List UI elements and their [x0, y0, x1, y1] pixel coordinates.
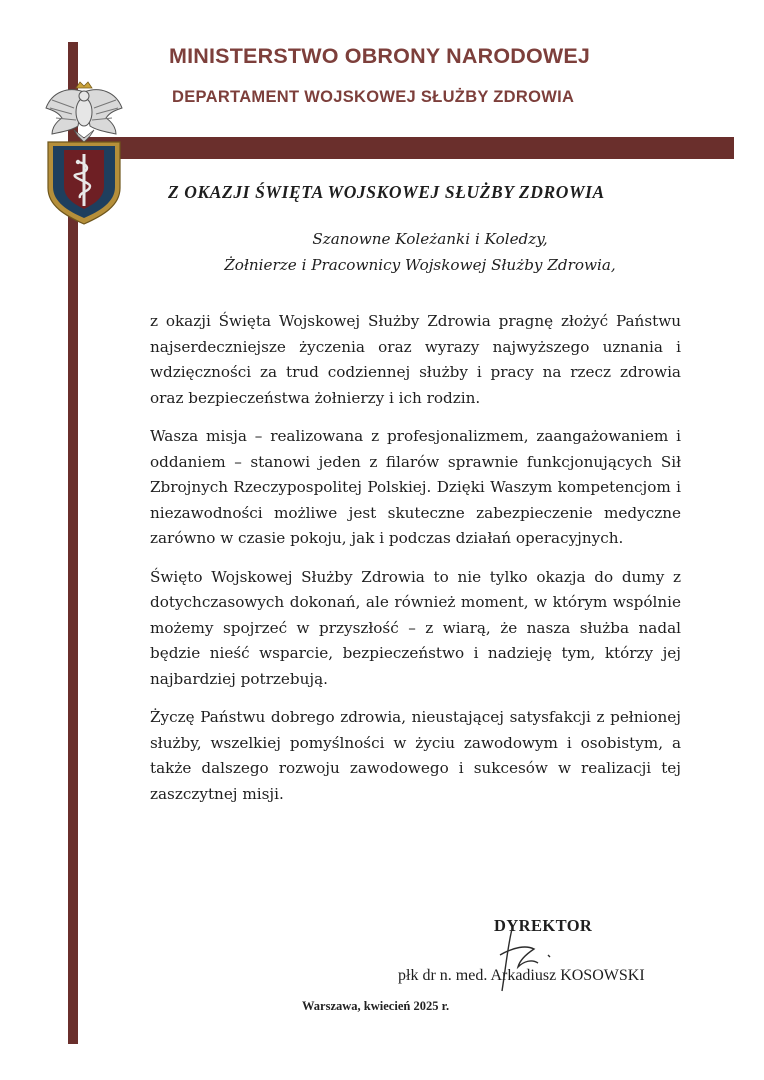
letter-paragraph: Życzę Państwu dobrego zdrowia, nieustającej satysfakcji z pełnionej służby, wszelkiej pomyślności w życiu zawodowym i osobistym, a także dalszego rozwoju zawodowego i sukcesów w realizacji tej zaszczytnej misji.	[150, 708, 681, 803]
department-name: DEPARTAMENT WOJSKOWEJ SŁUŻBY ZDROWIA	[172, 88, 575, 106]
letter-body	[150, 309, 681, 820]
ministry-name: MINISTERSTWO OBRONY NARODOWEJ	[169, 44, 591, 68]
military-medical-emblem-icon	[38, 78, 130, 228]
signatory-title: DYREKTOR	[494, 916, 593, 935]
signatory-name: płk dr n. med. Arkadiusz KOSOWSKI	[398, 967, 645, 984]
horizontal-decorative-bar	[68, 137, 734, 159]
letter-paragraph: Święto Wojskowej Służby Zdrowia to nie tylko okazja do dumy z dotychczasowych dokonań, ale również moment, w którym wspólnie możemy spojrzeć w przyszłość – z wiarą, że nasza służba nadal będzie nieść wsparcie, bezpieczeństwo i nadzieję tym, którzy jej najbardziej potrzebują.	[150, 567, 681, 688]
salutation-line-2: Żołnierze i Pracownicy Wojskowej Służby Zdrowia,	[224, 256, 616, 274]
letter-paragraph: z okazji Święta Wojskowej Służby Zdrowia pragnę złożyć Państwu najserdeczniejsze życzenia oraz wyrazy najwyższego uznania i wdzięczności za trud codziennej służby i pracy na rzecz zdrowia oraz bezpieczeństwa żołnierzy i ich rodzin.	[150, 312, 681, 407]
place-and-date: Warszawa, kwiecień 2025 r.	[302, 999, 450, 1013]
letter-paragraph: Wasza misja – realizowana z profesjonalizmem, zaangażowaniem i oddaniem – stanowi jeden z filarów sprawnie funkcjonujących Sił Zbrojnych Rzeczypospolitej Polskiej. Dzięki Waszym kompetencjom i niezawodności możliwe jest skuteczne zabezpieczenie medyczne zarówno w czasie pokoju, jak i podczas działań operacyjnych.	[150, 427, 681, 547]
occasion-title: Z OKAZJI ŚWIĘTA WOJSKOWEJ SŁUŻBY ZDROWIA	[168, 182, 605, 202]
salutation-line-1: Szanowne Koleżanki i Koledzy,	[312, 230, 548, 248]
